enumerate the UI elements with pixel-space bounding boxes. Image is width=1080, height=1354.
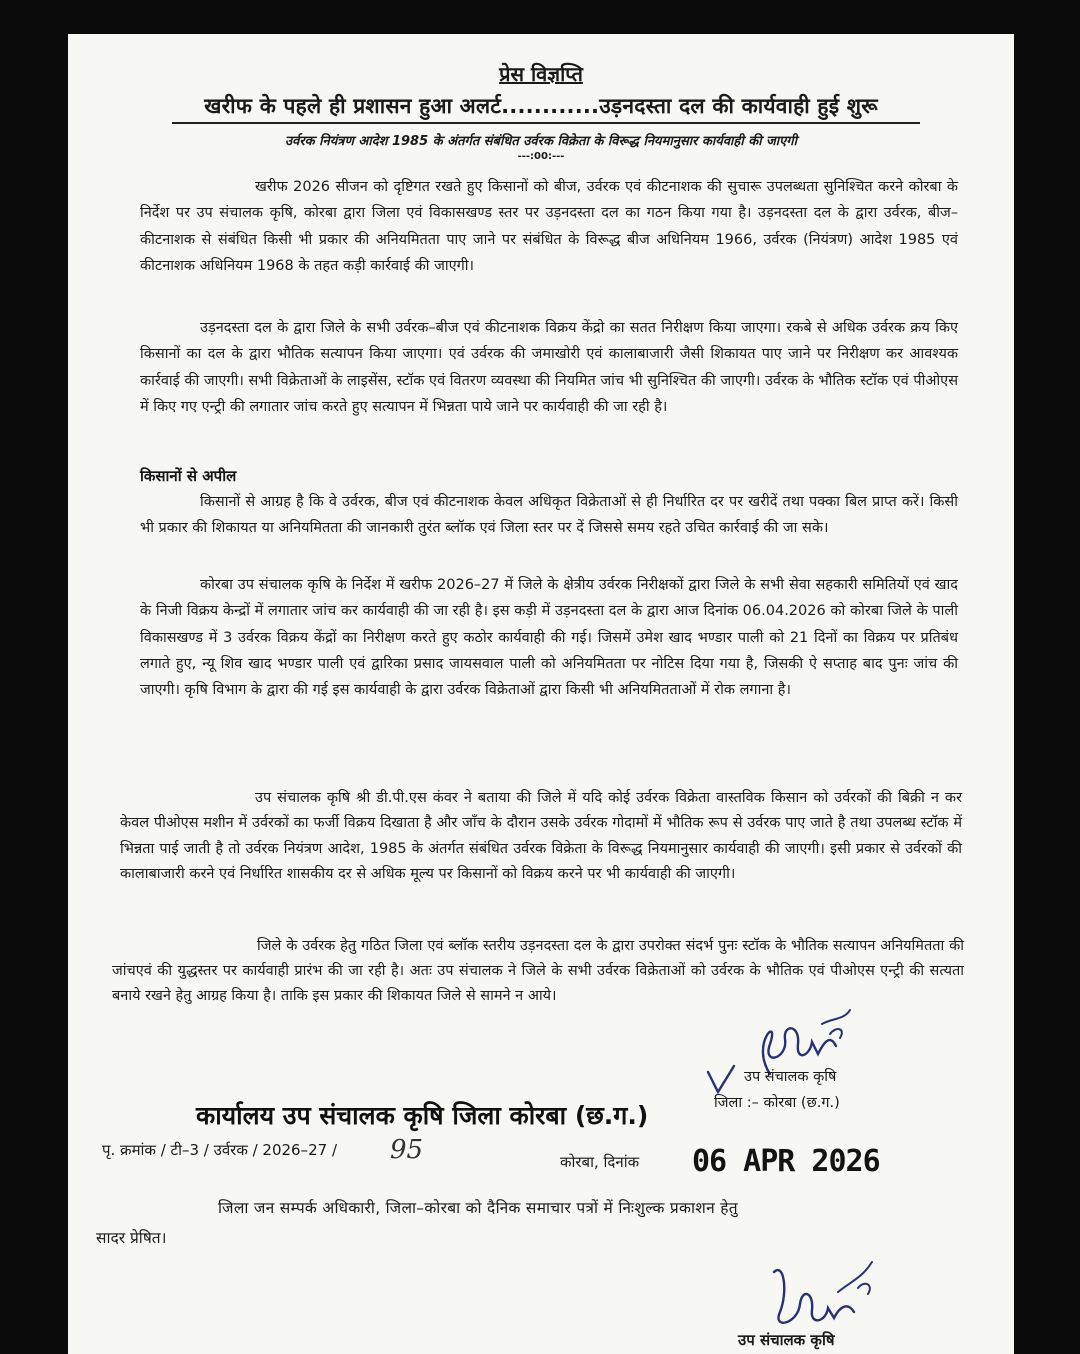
- paragraph-6: जिले के उर्वरक हेतु गठित जिला एवं ब्लॉक स्तरीय उड़नदस्ता दल के द्वारा उपरोक्त संदर्भ पुनः स्टॉक के भौतिक सत्यापन अनियमितता की जांचएवं की युद्धस्तर पर कार्यवाही प्रारंभ की जा रही है। अतः उप संचालक ने जिले के सभी उर्वरक विक्रेताओं को उर्वरक के भौतिक एवं पीओएस एन्ट्री की सत्यता बनाये रखने हेतु आग्रह किया है। ताकि इस प्रकार की शिकायत जिले से सामने न आये।: [112, 938, 964, 1004]
- office-name: कार्यालय उप संचालक कृषि जिला कोरबा (छ.ग.): [196, 1101, 649, 1130]
- paragraph-1: खरीफ 2026 सीजन को दृष्टिगत रखते हुए किसानों को बीज, उर्वरक एवं कीटनाशक की सुचारू उपलब्धता सुनिश्चित करने कोरबा के निर्देश पर उप संचालक कृषि, कोरबा द्वारा जिला एवं विकासखण्ड स्तर पर उड़नदस्ता दल का गठन किया गया है। उड़नदस्ता दल के द्वारा उर्वरक, बीज–कीटनाशक से संबंधित किसी भी प्रकार की अनियमितता पाए जाने पर संबंधित के विरूद्ध बीज अधिनियम 1966, उर्वरक (नियंत्रण) आदेश 1985 एवं कीटनाशक अधिनियम 1968 के तहत कड़ी कार्रवाई की जाएगी।: [140, 179, 958, 274]
- press-title: प्रेस विज्ञप्ति: [499, 62, 583, 86]
- footer-signatory-partial: उप संचालक कृषि: [738, 1331, 835, 1349]
- signatory-district: जिला :– कोरबा (छ.ग.): [714, 1095, 840, 1111]
- reference-number: पृ. क्रमांक / टी–3 / उर्वरक / 2026–27 /: [102, 1141, 338, 1159]
- appeal-heading: किसानों से अपील: [140, 467, 237, 485]
- paragraph-5: उप संचालक कृषि श्री डी.पी.एस कंवर ने बताया की जिले में यदि कोई उर्वरक विक्रेता वास्तविक किसान को उर्वरकों की बिक्री न कर केवल पीओएस मशीन में उर्वरकों का फर्जी विक्रय दिखाता है और जाँच के दौरान उसके उर्वरक गोदामों में भौतिक रूप से उर्वरक पाए जाते है तथा उपलब्ध स्टॉक में भिन्नता पाई जाती है तो उर्वरक नियंत्रण आदेश, 1985 के अंतर्गत संबंधित उर्वरक विक्रेता के विरूद्ध नियमानुसार कार्यवाही की जाएगी। इसी प्रकार से उर्वरकों की कालाबाजारी करने एवं निर्धारित शासकीय दर से अधिक मूल्य पर किसानों को विक्रय करने पर भी कार्यवाही की जाएगी।: [120, 790, 962, 882]
- sub-headline: उर्वरक नियंत्रण आदेश 1985 के अंतर्गत संबंधित उर्वरक विक्रेता के विरूद्ध नियमानुसार कार्यवाही की जाएगी: [285, 134, 797, 149]
- forwarding-line: जिला जन सम्पर्क अधिकारी, जिला–कोरबा को दैनिक समाचार पत्रों में निःशुल्क प्रकाशन हेतु: [218, 1199, 738, 1217]
- paragraph-3: किसानों से आग्रह है कि वे उर्वरक, बीज एवं कीटनाशक केवल अधिकृत विक्रेताओं से ही निर्धारित दर पर खरीदें तथा पक्का बिल प्राप्त करें। किसी भी प्रकार की शिकायत या अनियमितता की जानकारी तुरंत ब्लॉक एवं जिला स्तर पर दें जिससे समय रहते उचित कार्रवाई की जा सके।: [140, 494, 958, 537]
- main-headline: खरीफ के पहले ही प्रशासन हुआ अलर्ट............उड़नदस्ता दल की कार्यवाही हुई शुरू: [204, 94, 878, 118]
- press-release-sheet: [68, 34, 1014, 1354]
- paragraph-4: कोरबा उप संचालक कृषि के निर्देश में खरीफ 2026–27 में जिले के क्षेत्रीय उर्वरक निरीक्षकों द्वारा जिले के सभी सेवा सहकारी समितियों एवं खाद के निजी विक्रय केन्द्रों में लगातार जांच कर कार्यवाही की जा रही है। इस कड़ी में उड़नदस्ता दल के द्वारा आज दिनांक 06.04.2026 को कोरबा जिले के पाली विकासखण्ड में 3 उर्वरक विक्रय केंद्रों का निरीक्षण करते हुए कठोर कार्यवाही की गई। जिसमें उमेश खाद भण्डार पाली को 21 दिनों का विक्रय पर प्रतिबंध लगाते हुए, न्यू शिव खाद भण्डार पाली एवं द्वारिका प्रसाद जायसवाल पाली को अनियमितता पर नोटिस दिया गया है, जिसकी ऐ सप्ताह बाद पुनः जांच की जाएगी। कृषि विभाग के द्वारा की गई इस कार्यवाही के द्वारा उर्वरक विक्रेताओं द्वारा किसी भी अनियमितताओं में रोक लगाना है।: [140, 577, 958, 699]
- paragraph-2: उड़नदस्ता दल के द्वारा जिले के सभी उर्वरक–बीज एवं कीटनाशक विक्रय केंद्रो का सतत निरीक्षण किया जाएगा। रकबे से अधिक उर्वरक क्रय किए किसानों का दल के द्वारा भौतिक सत्यापन किया जाएगा। एवं उर्वरक की जमाखोरी एवं कालाबाजारी जैसी शिकायत पाए जाने पर निरीक्षण कर आवश्यक कार्रवाई की जाएगी। सभी विक्रेताओं के लाइसेंस, स्टॉक एवं वितरण व्यवस्था की नियमित जांच भी सुनिश्चित की जाएगी। उर्वरक के भौतिक स्टॉक एवं पीओएस में किए गए एन्ट्री की लगातार जांच करते हुए सत्यापन में भिन्नता पाये जाने पर कार्यवाही की जा रही है।: [140, 320, 958, 415]
- check-mark: [704, 1062, 740, 1096]
- signature-mark-bottom: [754, 1252, 884, 1342]
- signatory-title: उप संचालक कृषि: [744, 1069, 837, 1085]
- date-stamp: 06 APR 2026: [692, 1144, 880, 1179]
- place-date-label: कोरबा, दिनांक: [560, 1153, 640, 1171]
- headline-underline: [172, 122, 920, 124]
- forwarding-line-end: सादर प्रेषित।: [96, 1229, 167, 1247]
- reference-handwritten-number: 95: [390, 1135, 424, 1165]
- separator: ---:00:---: [517, 151, 565, 162]
